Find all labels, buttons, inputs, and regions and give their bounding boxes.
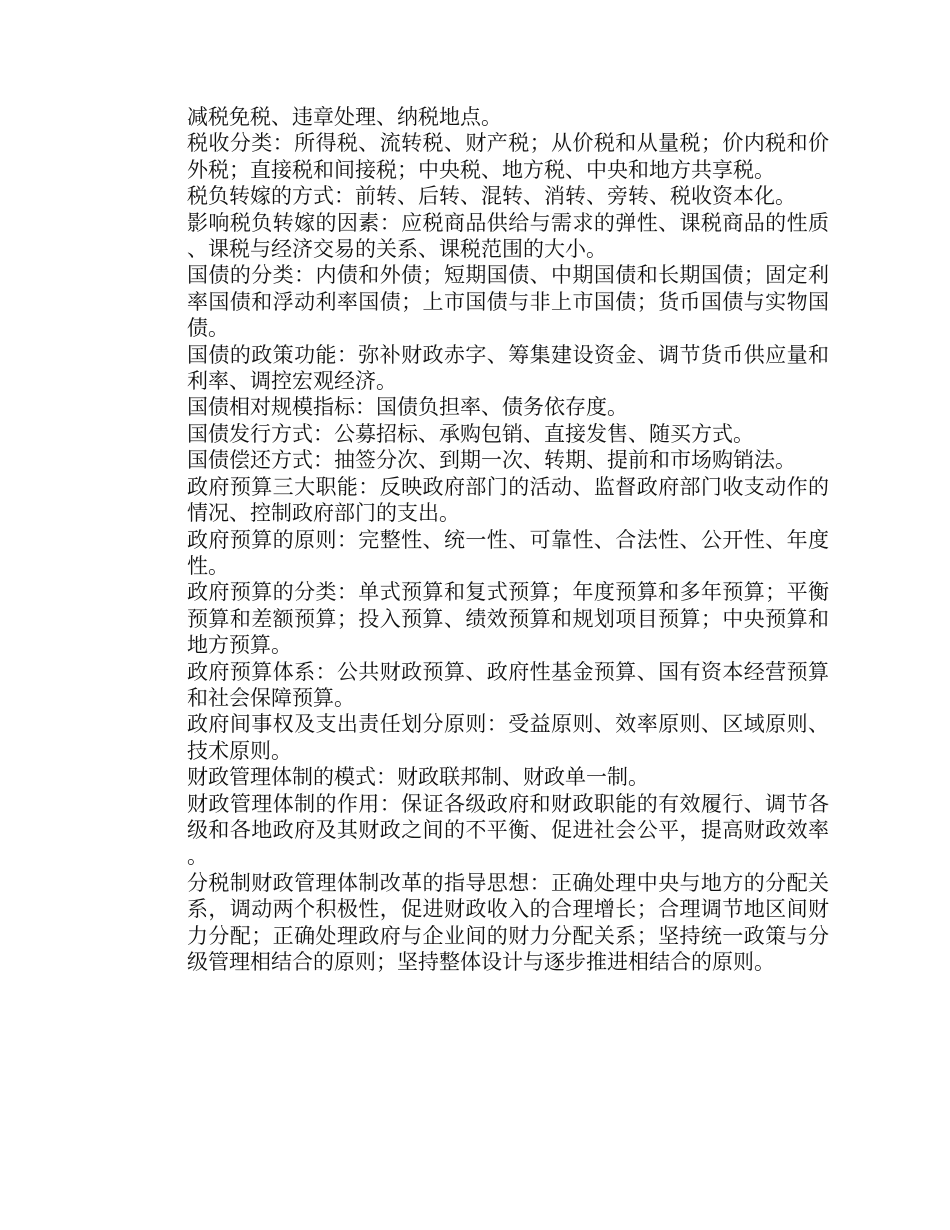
paragraph-bond-classification: 国债的分类：内债和外债；短期国债、中期国债和长期国债；固定利率国债和浮动利率国债；上市国债与非上市国债；货币国债与实物国债。 <box>187 263 829 341</box>
paragraph-fiscal-system-role: 财政管理体制的作用：保证各级政府和财政职能的有效履行、调节各级和各地政府及其财政之间的不平衡、促进社会公平，提高财政效率。 <box>187 791 829 869</box>
paragraph-budget-system: 政府预算体系：公共财政预算、政府性基金预算、国有资本经营预算和社会保障预算。 <box>187 659 829 710</box>
paragraph-tax-classification: 税收分类：所得税、流转税、财产税；从价税和从量税；价内税和价外税；直接税和间接税；中央税、地方税、中央和地方共享税。 <box>187 131 829 182</box>
paragraph-tax-shifting-methods: 税负转嫁的方式：前转、后转、混转、消转、旁转、税收资本化。 <box>187 184 796 209</box>
paragraph-budget-principles: 政府预算的原则：完整性、统一性、可靠性、合法性、公开性、年度性。 <box>187 527 829 578</box>
paragraph-bond-policy-functions: 国债的政策功能：弥补财政赤字、筹集建设资金、调节货币供应量和利率、调控宏观经济。 <box>187 342 829 394</box>
paragraph-tax-shifting-factors: 影响税负转嫁的因素：应税商品供给与需求的弹性、课税商品的性质、课税与经济交易的关系、课税范围的大小。 <box>187 210 829 262</box>
paragraph-bond-repayment: 国债偿还方式：抽签分次、到期一次、转期、提前和市场购销法。 <box>187 448 796 473</box>
paragraph-responsibility-division: 政府间事权及支出责任划分原则：受益原则、效率原则、区域原则、技术原则。 <box>187 712 829 763</box>
paragraph-tax-reduction: 减税免税、违章处理、纳税地点。 <box>187 105 502 129</box>
paragraph-tax-sharing-reform: 分税制财政管理体制改革的指导思想：正确处理中央与地方的分配关系，调动两个积极性，促进财政收入的合理增长；合理调节地区间财力分配；正确处理政府与企业间的财力分配关系；坚持统一政策与分级管理相结合的原则；坚持整体设计与逐步推进相结合的原则。 <box>187 870 829 974</box>
paragraph-bond-scale-indicators: 国债相对规模指标：国债负担率、债务依存度。 <box>187 395 628 420</box>
paragraph-bond-issuance: 国债发行方式：公募招标、承购包销、直接发售、随买方式。 <box>187 421 754 446</box>
paragraph-fiscal-system-modes: 财政管理体制的模式：财政联邦制、财政单一制。 <box>187 765 649 790</box>
document-body <box>187 104 829 975</box>
paragraph-budget-functions: 政府预算三大职能：反映政府部门的活动、监督政府部门收支动作的情况、控制政府部门的支出。 <box>187 474 829 526</box>
paragraph-budget-classification: 政府预算的分类：单式预算和复式预算；年度预算和多年预算；平衡预算和差额预算；投入预算、绩效预算和规划项目预算；中央预算和地方预算。 <box>187 580 829 658</box>
